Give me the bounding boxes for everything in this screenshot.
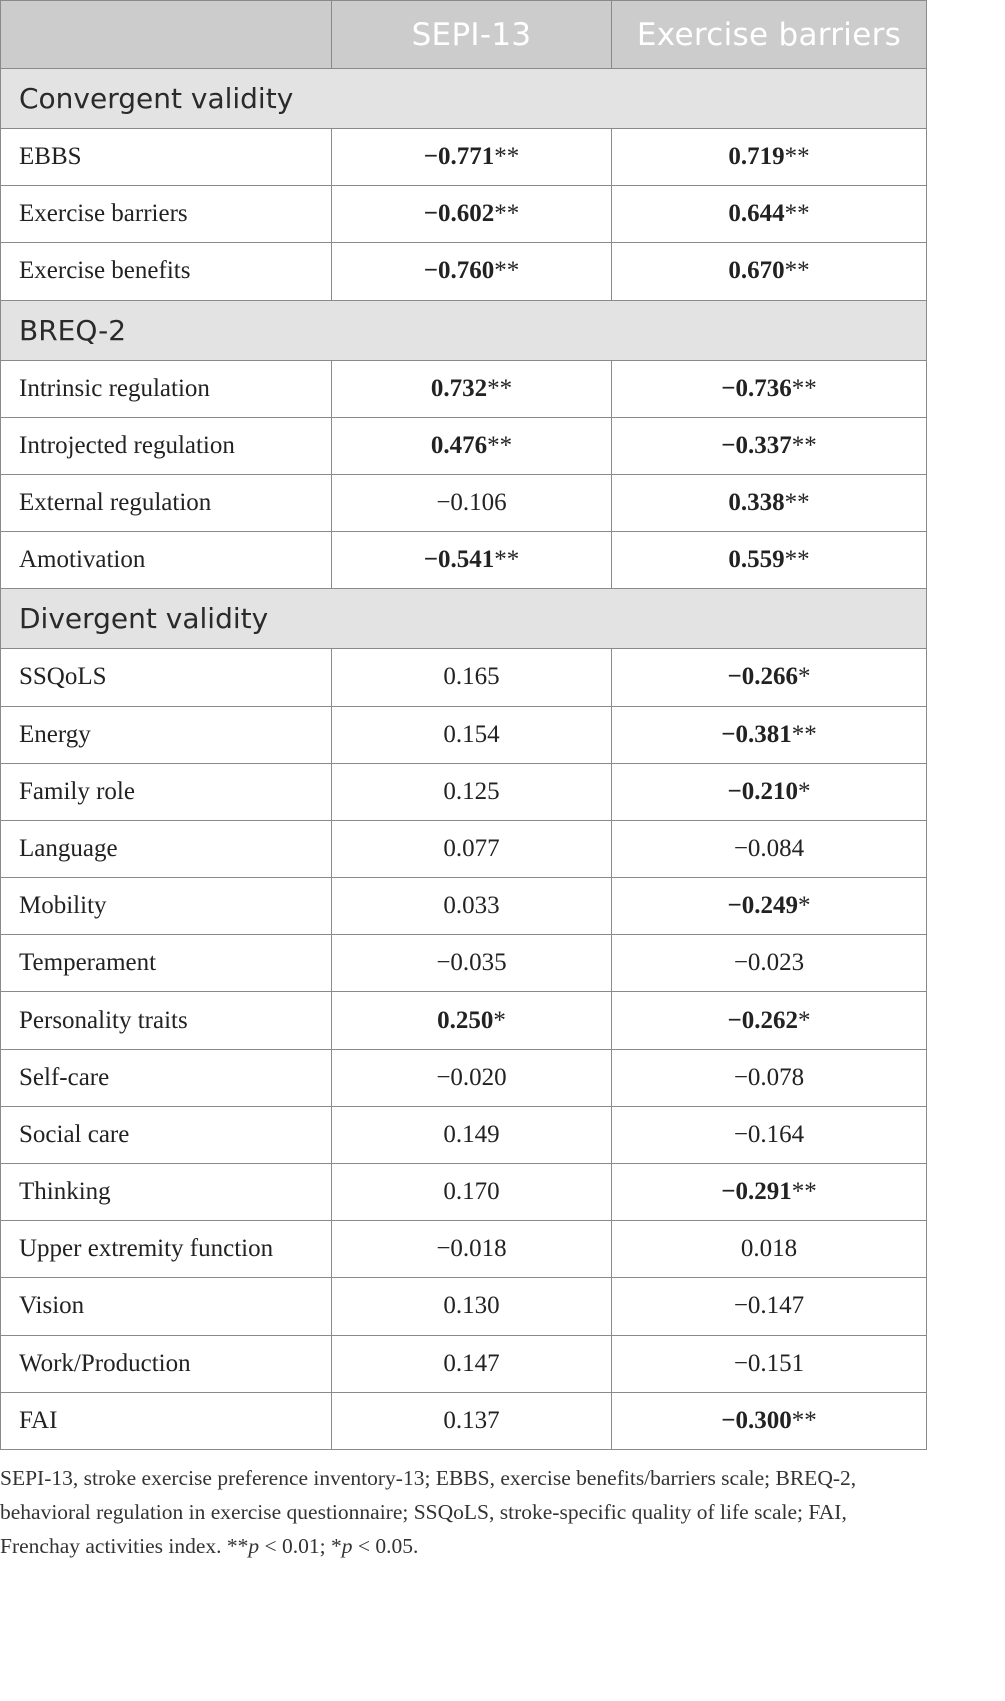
correlation-coefficient: 0.644 [728,200,785,228]
table-row [1,1049,927,1106]
table-row [1,129,927,186]
correlation-coefficient: −0.266 [727,663,798,691]
correlation-coefficient: −0.210 [727,777,798,805]
sepi13-value [332,360,612,417]
table-row [1,1106,927,1163]
correlation-coefficient: −0.337 [721,431,792,459]
significance-stars: ** [494,143,520,171]
correlation-coefficient: 0.170 [443,1178,500,1206]
section-row-breq-2 [1,300,927,360]
significance-stars: * [798,892,811,920]
correlation-coefficient: −0.023 [733,949,805,977]
exercise-barriers-value [612,129,927,186]
section-row-convergent-validity [1,69,927,129]
sepi13-value [332,763,612,820]
correlation-coefficient: 0.149 [443,1120,500,1148]
exercise-barriers-value [612,706,927,763]
row-label: Social care [1,1106,332,1163]
table-row [1,1392,927,1449]
correlation-coefficient: 0.732 [430,374,488,402]
correlation-coefficient: −0.736 [721,374,792,402]
row-label: Exercise barriers [1,186,332,243]
significance-stars: ** [791,1178,817,1206]
significance-stars: ** [487,374,513,402]
sepi13-value [332,1049,612,1106]
table-row [1,1278,927,1335]
row-label: Language [1,820,332,877]
header-row [1,1,927,69]
table-row [1,878,927,935]
significance-stars: ** [791,1406,817,1434]
exercise-barriers-value [612,1221,927,1278]
footnote-threshold-2: < 0.05. [352,1534,419,1558]
exercise-barriers-value [612,1106,927,1163]
significance-stars: ** [784,546,810,574]
correlation-coefficient: −0.084 [733,834,805,862]
sepi13-value [332,417,612,474]
sepi13-value [332,935,612,992]
table-header [1,1,927,69]
row-label: EBBS [1,129,332,186]
significance-stars: ** [494,257,520,285]
significance-stars: ** [487,431,513,459]
table-row [1,360,927,417]
section-title: Convergent validity [1,69,927,129]
exercise-barriers-value [612,474,927,531]
correlation-coefficient: −0.020 [436,1063,507,1091]
section-title: BREQ-2 [1,300,927,360]
correlation-coefficient: 0.719 [728,143,785,171]
significance-stars: * [493,1006,506,1034]
sepi13-value [332,1164,612,1221]
correlation-coefficient: 0.559 [728,546,785,574]
sepi13-value [332,992,612,1049]
exercise-barriers-value [612,1049,927,1106]
header-corner [1,1,332,69]
footnote-p-symbol: p [341,1534,353,1558]
row-label: Work/Production [1,1335,332,1392]
correlation-coefficient: −0.760 [423,257,495,285]
header-exercise-barriers: Exercise barriers [612,1,927,69]
exercise-barriers-value [612,243,927,300]
exercise-barriers-value [612,417,927,474]
table-row [1,1335,927,1392]
significance-stars: * [798,1006,811,1034]
table-row [1,474,927,531]
row-label: Vision [1,1278,332,1335]
row-label: Thinking [1,1164,332,1221]
table-row [1,763,927,820]
correlation-coefficient: −0.262 [727,1006,798,1034]
table-row [1,243,927,300]
significance-stars: ** [494,200,520,228]
footnote-text: SEPI-13, stroke exercise preference inventory-13; EBBS, exercise benefits/barriers scale; BREQ-2, behavioral regulation in exercise questionnaire; SSQoLS, stroke-specific quality of life scale; FAI, Frenchay activities index. ** [0,1466,857,1558]
table-row [1,532,927,589]
exercise-barriers-value [612,1278,927,1335]
row-label: Family role [1,763,332,820]
row-label: FAI [1,1392,332,1449]
exercise-barriers-value [612,992,927,1049]
correlation-coefficient: 0.147 [443,1349,500,1377]
table-footnote [0,1461,920,1563]
correlation-coefficient: −0.249 [727,892,798,920]
table-row [1,649,927,706]
sepi13-value [332,474,612,531]
sepi13-value [332,649,612,706]
exercise-barriers-value [612,763,927,820]
row-label: Mobility [1,878,332,935]
row-label: SSQoLS [1,649,332,706]
correlation-coefficient: −0.381 [721,720,792,748]
exercise-barriers-value [612,186,927,243]
correlation-coefficient: 0.165 [443,663,500,691]
row-label: Exercise benefits [1,243,332,300]
correlation-coefficient: 0.033 [443,892,500,920]
significance-stars: ** [784,200,810,228]
sepi13-value [332,532,612,589]
significance-stars: ** [791,374,817,402]
correlation-coefficient: −0.300 [721,1406,792,1434]
correlation-coefficient: −0.147 [733,1292,805,1320]
significance-stars: ** [791,720,817,748]
significance-stars: ** [494,546,520,574]
correlation-coefficient: −0.602 [423,200,495,228]
correlation-coefficient: −0.164 [733,1120,805,1148]
table-row [1,417,927,474]
row-label: Temperament [1,935,332,992]
significance-stars: ** [784,489,810,517]
sepi13-value [332,1392,612,1449]
row-label: External regulation [1,474,332,531]
sepi13-value [332,243,612,300]
correlation-coefficient: −0.035 [436,949,507,977]
correlation-coefficient: −0.771 [423,143,495,171]
row-label: Upper extremity function [1,1221,332,1278]
sepi13-value [332,1221,612,1278]
exercise-barriers-value [612,360,927,417]
correlation-coefficient: 0.125 [443,777,500,805]
correlation-coefficient: −0.078 [733,1063,805,1091]
significance-stars: ** [784,257,810,285]
sepi13-value [332,1278,612,1335]
exercise-barriers-value [612,820,927,877]
significance-stars: ** [784,143,810,171]
table-row [1,1221,927,1278]
footnote-threshold-1: < 0.01; * [259,1534,342,1558]
correlation-coefficient: 0.130 [443,1292,500,1320]
row-label: Self-care [1,1049,332,1106]
correlation-coefficient: 0.137 [443,1406,500,1434]
row-label: Energy [1,706,332,763]
row-label: Amotivation [1,532,332,589]
exercise-barriers-value [612,649,927,706]
sepi13-value [332,1106,612,1163]
sepi13-value [332,706,612,763]
significance-stars: * [798,777,811,805]
correlation-coefficient: −0.291 [721,1178,792,1206]
correlation-coefficient: 0.338 [728,489,785,517]
correlation-coefficient: −0.151 [733,1349,805,1377]
table-row [1,186,927,243]
significance-stars: * [798,663,811,691]
exercise-barriers-value [612,878,927,935]
correlation-coefficient: 0.476 [430,431,488,459]
correlation-coefficient: 0.077 [443,834,500,862]
exercise-barriers-value [612,935,927,992]
header-sepi13: SEPI-13 [332,1,612,69]
exercise-barriers-value [612,1164,927,1221]
sepi13-value [332,186,612,243]
section-title: Divergent validity [1,589,927,649]
table-row [1,706,927,763]
sepi13-value [332,820,612,877]
correlation-coefficient: 0.670 [728,257,785,285]
table-row [1,992,927,1049]
row-label: Personality traits [1,992,332,1049]
exercise-barriers-value [612,1392,927,1449]
sepi13-value [332,878,612,935]
exercise-barriers-value [612,1335,927,1392]
table-row [1,820,927,877]
significance-stars: ** [791,431,817,459]
correlation-coefficient: −0.018 [436,1235,507,1263]
correlation-coefficient: 0.250 [437,1006,494,1034]
correlation-coefficient: 0.018 [740,1235,798,1263]
table-body [1,69,927,1450]
footnote-p-symbol: p [248,1534,260,1558]
section-row-divergent-validity [1,589,927,649]
exercise-barriers-value [612,532,927,589]
table-row [1,1164,927,1221]
correlation-coefficient: −0.541 [423,546,495,574]
row-label: Intrinsic regulation [1,360,332,417]
correlation-coefficient: 0.154 [443,720,500,748]
sepi13-value [332,1335,612,1392]
table-row [1,935,927,992]
correlation-coefficient: −0.106 [436,489,507,517]
row-label: Introjected regulation [1,417,332,474]
sepi13-value [332,129,612,186]
